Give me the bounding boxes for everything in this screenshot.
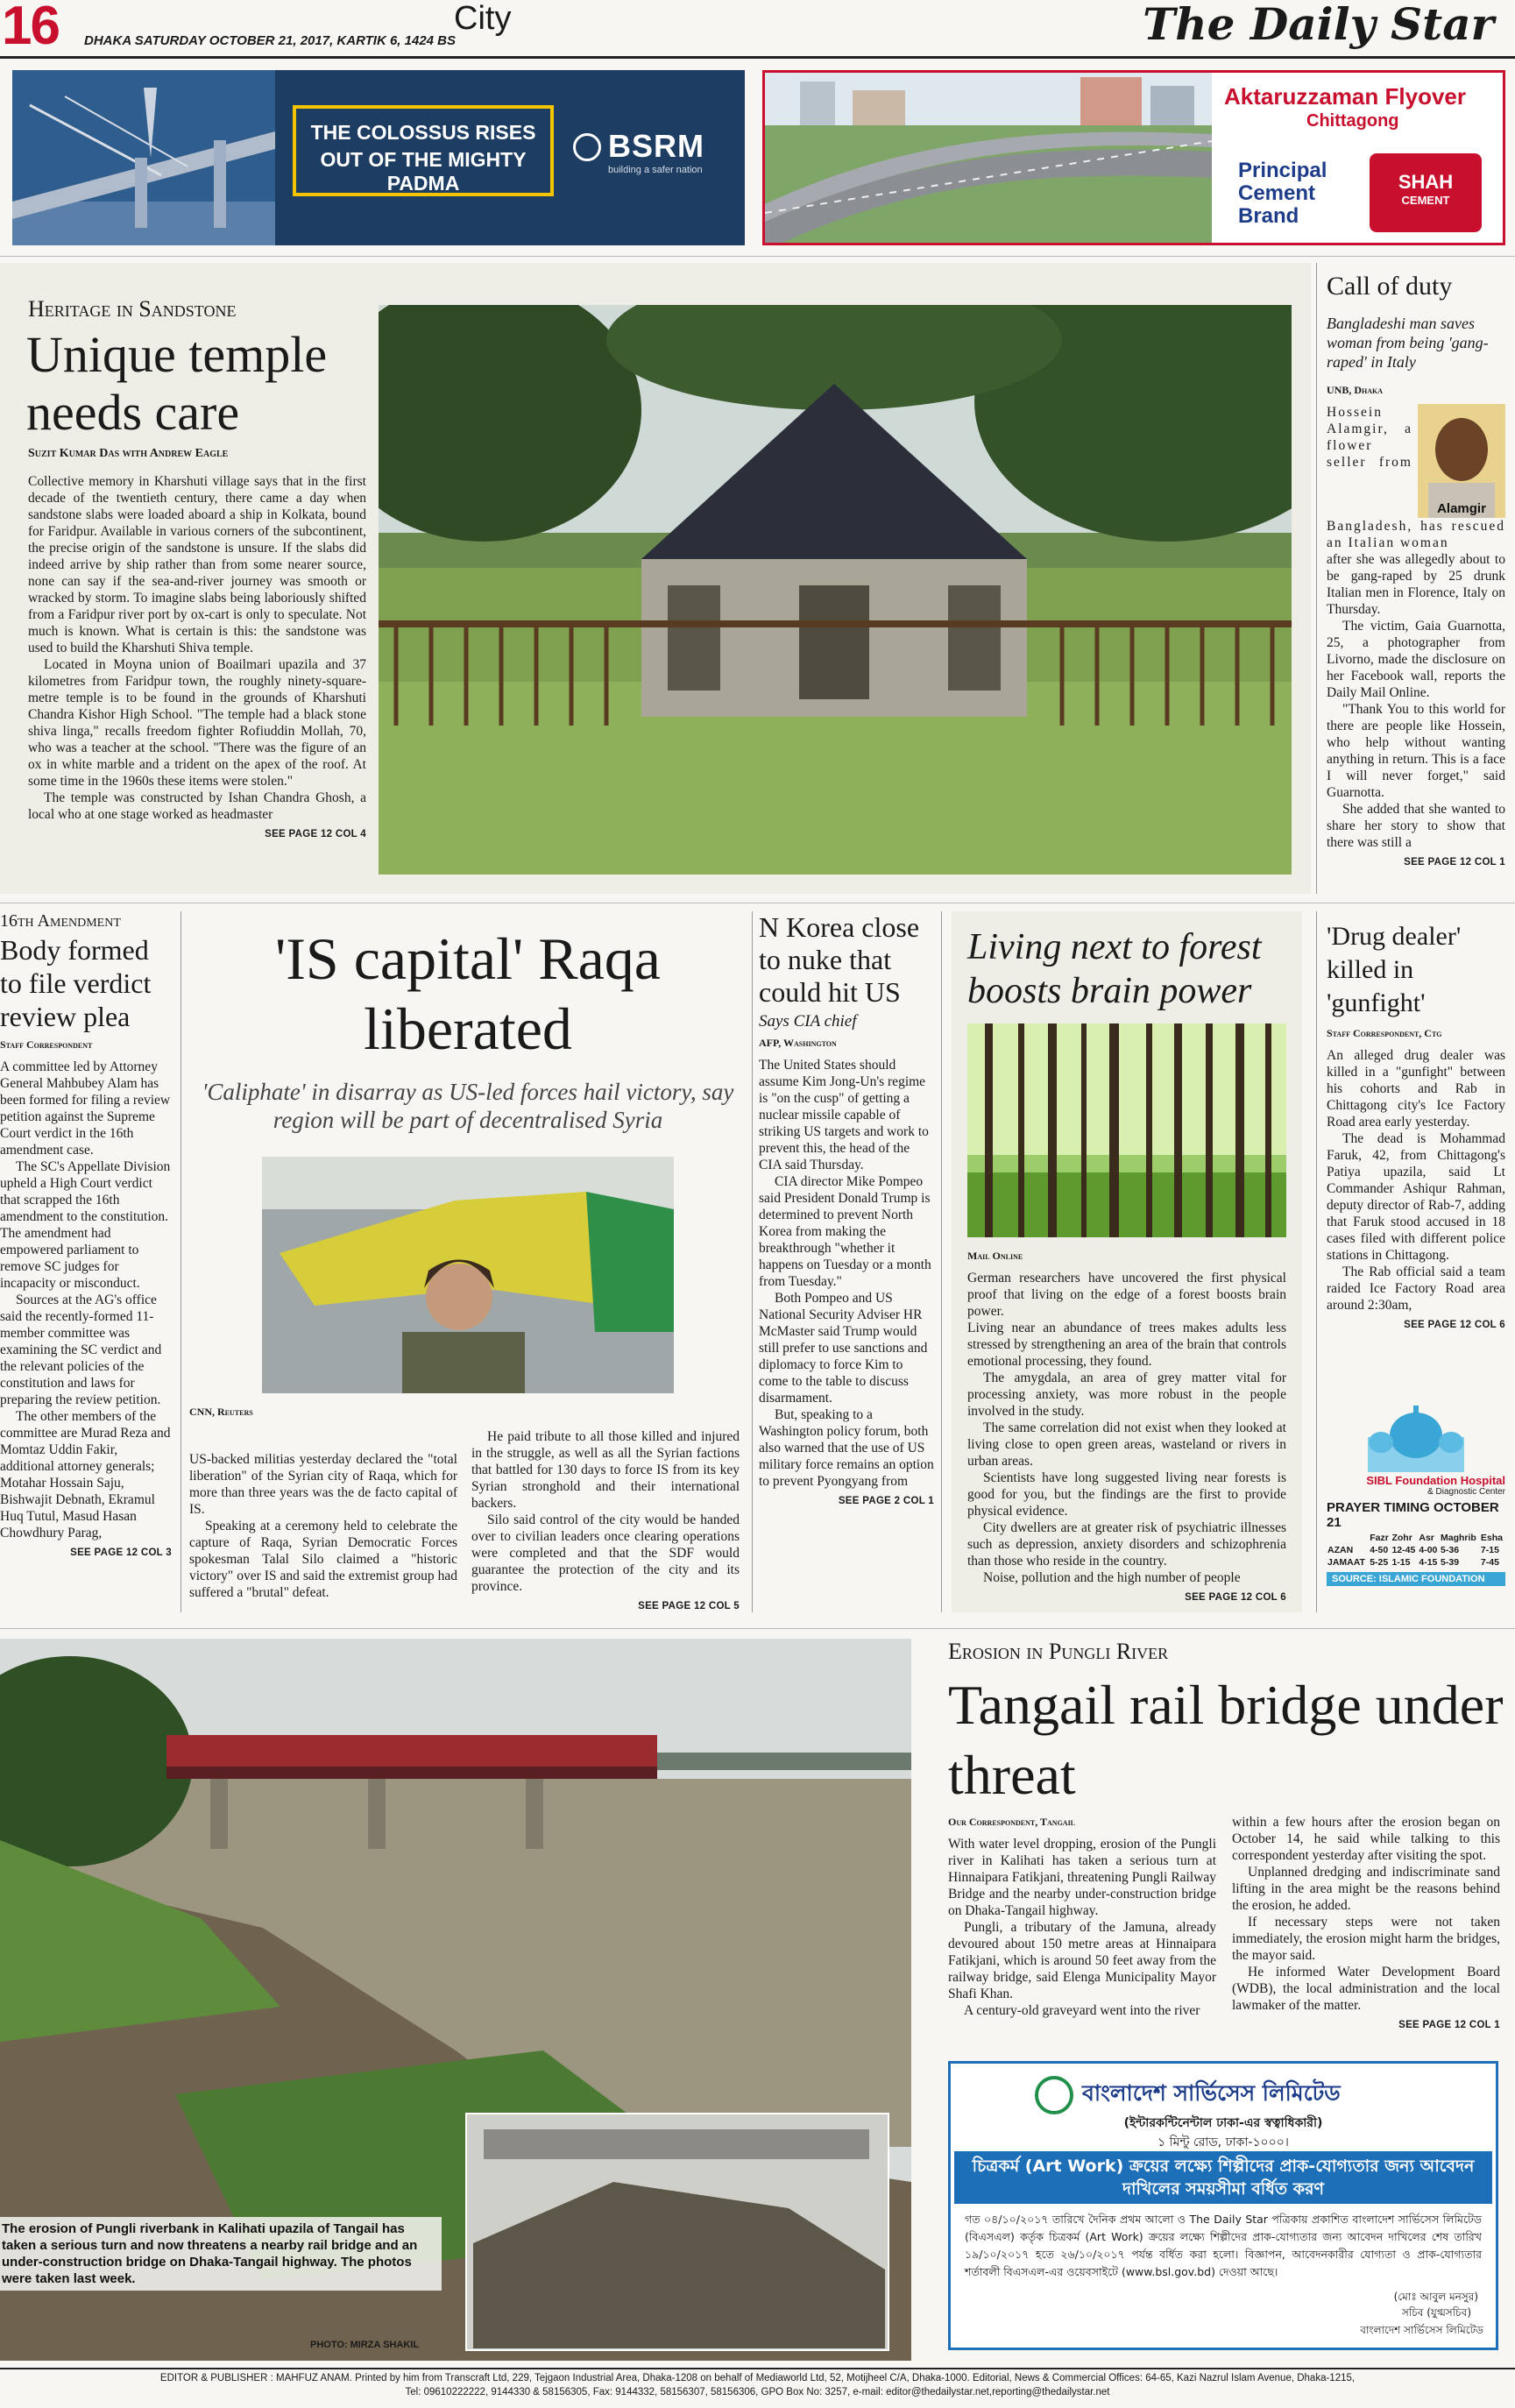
section-title: City [454,0,512,37]
amendment-headline: Body formed to file verdict review plea [0,934,152,1032]
forest-story [952,911,1302,1612]
tangail-kicker: Erosion in Pungli River [948,1639,1169,1664]
prayer-header: Zohr [1391,1533,1412,1543]
shah-cement-ad[interactable] [762,70,1505,245]
tangail-headline: Tangail rail bridge under threat [948,1674,1504,1806]
amendment-story [0,911,172,1612]
drug-paragraph: The dead is Mohammad Faruk, 42, from Chittagong's Patiya upazila, said Lt Commander Ashiqur Rahman, deputy director of Rab-7, adding that Faruk stood accused in 18 cases filed with different police stations in Chittagong. [1327,1131,1505,1263]
forest-paragraph: German researchers have uncovered the first physical proof that living on the edge of a forest boosts brain power. [967,1271,1286,1319]
temple-story [0,263,1311,894]
korea-body [759,1057,934,1510]
footer-rule [0,2368,1515,2369]
raqa-paragraph: Silo said control of the city would be handed over to civilian leaders once clearing operations were completed and that the SDF would guarantee the protection of the city and its province. [471,1512,740,1594]
duty-wrap-text: Hossein Alamgir, a flower seller from Bangladesh, has rescued an Italian woman [1327,405,1505,550]
temple-photo [379,305,1292,875]
imprint-line-2: Tel: 09610222222, 9144330 & 58156305, Fax: 9144332, 58156307, 58156306, GPO Box No: 3257, e-mail: editor@thedailystar.net,reporting@thedailystar.net [405,2387,1110,2397]
drug-headline: 'Drug dealer' killed in 'gunfight' [1327,922,1462,1017]
imprint-line-1: EDITOR & PUBLISHER : MAHFUZ ANAM. Printed by him from Transcraft Ltd, 229, Tejgaon Industrial Area, Dhaka-1208 on behalf of Mediaworld Ltd, 52, Motijheel C/A, Dhaka-1000. Editorial, News & Commercial Offices: 64-65, Kazi Nazrul Islam Avenue, Dhaka-1215, [159,2373,1356,2383]
korea-paragraph: Both Pompeo and US National Security Adviser HR McMaster said Trump would still prefer to use sanctions and diplomacy to force Kim to come to the table to discuss disarmament. [759,1291,928,1406]
forest-see-more[interactable]: SEE PAGE 12 COL 6 [1185,1592,1286,1603]
prayer-box [1327,1402,1505,1612]
amendment-kicker: 16th Amendment [0,911,121,931]
tangail-paragraph: within a few hours after the erosion began on October 14, he said while talking to this correspondent yesterday after visiting the spot. [1232,1815,1500,1863]
temple-byline: Suzit Kumar Das with Andrew Eagle [28,447,229,460]
amendment-paragraph: The SC's Appellate Division upheld a High Court verdict that scrapped the 16th amendment to the constitution. The amendment had empowered parliament to remove SC judges for incapacity or misconduct. [0,1159,171,1291]
raqa-paragraph: Speaking at a ceremony held to celebrate the capture of Raqa, Syrian Democratic Forces spokesman Talal Silo claimed a "historic victory" over IS and said the extremist group had suffered a "brutal" defeat. [189,1519,457,1600]
temple-body [28,473,366,843]
korea-paragraph: The United States should assume Kim Jong-Un's regime is "on the cusp" of getting a nuclear missile capable of striking US targets and work to prevent this, the head of the CIA said Thursday. [759,1058,929,1172]
temple-headline: Unique temple needs care [26,326,328,441]
page-header [0,0,1515,58]
masthead: The Daily Star [1143,0,1494,50]
korea-headline: N Korea close to nuke that could hit US [759,911,920,1008]
alamgir-caption: Alamgir [1437,501,1486,516]
prayer-time: 5-36 [1441,1545,1460,1555]
forest-paragraph: The amygdala, an area of grey matter vital for processing anxiety, was more robust in the people involved in the study. [967,1370,1286,1419]
bsrm-ad[interactable] [12,70,745,245]
forest-paragraph: Living near an abundance of trees makes adults less stressed by strengthening an area of the brain that controls emotional processing, they found. [967,1321,1286,1369]
prayer-sponsor-sub: & Diagnostic Center [1427,1487,1505,1497]
duty-body [1327,551,1505,871]
amendment-body [0,1059,172,1562]
bsl-sub-1: (ইন্টারকন্টিনেন্টাল ঢাকা-এর স্বত্বাধিকারী) [1123,2116,1323,2130]
amendment-paragraph: The other members of the committee are Murad Reza and Momtaz Uddin Fakir, additional attorney generals; Motahar Hossain Saju, Bishwajit Debnath, Ekramul Huq Tutul, Masud Hasan Chowdhury Parag, [0,1409,171,1540]
drug-story [1327,920,1505,1385]
raqa-headline: 'IS capital' Raqa liberated [275,925,661,1062]
tangail-paragraph: With water level dropping, erosion of the Pungli river in Kalihati has taken a serious turn at Hinnaipara Fatikjani, threatening Pungli Railway Bridge and the nearby under-construction bridge on Dhaka-Tangail highway. [948,1837,1216,1918]
mid-rule-2 [0,1628,1515,1629]
bsl-sign-3: বাংলাদেশ সার্ভিসেস লিমিটেড [1360,2324,1483,2336]
tangail-story [948,1639,1505,2042]
bsrm-line-2: OUT OF THE MIGHTY PADMA [320,148,527,195]
raqa-col-2 [471,1428,740,1615]
prayer-source: SOURCE: ISLAMIC FOUNDATION [1327,1572,1505,1586]
temple-kicker: Heritage in Sandstone [28,296,237,322]
bsl-sign-2: সচিব (যুগ্মসচিব) [1401,2306,1471,2319]
prayer-time: 7-15 [1480,1545,1499,1555]
prayer-row [1327,1544,1505,1556]
drug-paragraph: An alleged drug dealer was killed in a "gunfight" between his cohorts and Rab in Chittagong city's Ice Factory Road area early yesterday. [1327,1048,1505,1130]
flyover-illustration [765,73,1212,243]
shah-brand-line-3: Brand [1238,204,1299,228]
pungli-credit: PHOTO: MIRZA SHAKIL [310,2340,420,2350]
bsrm-line-1: THE COLOSSUS RISES [310,121,536,144]
korea-paragraph: But, speaking to a Washington policy forum, both also warned that the use of US military force remains an option to prevent Pyongyang from [759,1407,934,1489]
prayer-time: 12-45 [1391,1545,1416,1555]
duty-see-more[interactable]: SEE PAGE 12 COL 1 [1404,857,1505,868]
bsl-ad[interactable] [948,2061,1498,2350]
duty-headline: Call of duty [1327,272,1453,301]
korea-story [759,911,934,1612]
bsrm-tagline-box [293,105,554,196]
raqa-see-more[interactable]: SEE PAGE 12 COL 5 [638,1601,740,1611]
duty-story [1327,263,1505,894]
raqa-divider [752,911,753,1612]
forest-paragraph: Noise, pollution and the high number of people [983,1570,1241,1585]
prayer-time: 5-39 [1441,1557,1460,1568]
forest-paragraph: The same correlation did not exist when they looked at living close to open green areas, wasteland or rivers in urban areas. [967,1420,1286,1469]
shah-logo-sub: CEMENT [1401,194,1450,207]
page-number: 16 [2,0,59,56]
raqa-paragraph: US-backed militias yesterday declared the "total liberation" of the Syrian city of Raqa, which for more than three years was the de facto capital of IS. [189,1452,457,1517]
mosque-icon [1359,1402,1473,1472]
prayer-header: Asr [1419,1533,1434,1543]
shah-brand-line-1: Principal [1238,159,1327,182]
drug-body [1327,1047,1505,1334]
bsl-sign-1: (মোঃ আবুল মনসুর) [1393,2291,1478,2303]
duty-paragraph: after she was allegedly about to be gang-raped by 25 drunk Italian men in Florence, Italy on Thursday. [1327,552,1505,617]
prayer-header: Fazr [1370,1533,1389,1543]
korea-see-more[interactable]: SEE PAGE 2 COL 1 [838,1496,934,1506]
prayer-time: 1-15 [1391,1557,1411,1568]
duty-paragraph: "Thank You to this world for there are people like Hossein, who help without wanting anything in return. This is a face I will never forget," said Guarnotta. [1327,702,1505,800]
forest-byline: Mail Online [967,1250,1023,1262]
prayer-header-blank [1327,1532,1369,1544]
raqa-paragraph: He paid tribute to all those killed and injured in the struggle, as well as all the Syrian factions that battled for 130 days to force IS from its key Syrian stronghold and their international backers. [471,1429,740,1511]
amendment-paragraph: A committee led by Attorney General Mahbubey Alam has been formed for filing a review petition against the Supreme Court verdict in the 16th amendment case. [0,1059,171,1158]
prayer-header-row [1327,1532,1505,1544]
temple-paragraph: The temple was constructed by Ishan Chandra Ghosh, a local who at one stage worked as headmaster [28,790,366,822]
prayer-header: Maghrib [1441,1533,1476,1543]
bsl-sub-2: ১ মিন্টু রোড, ঢাকা-১০০০। [1157,2135,1289,2149]
prayer-time: 4-00 [1419,1545,1438,1555]
prayer-time: 4-15 [1419,1557,1438,1568]
prayer-time: 4-50 [1370,1545,1389,1555]
bsl-body: গত ০৪/১০/২০১৭ তারিখে দৈনিক প্রথম আলো ও The Daily Star পত্রিকায় প্রকাশিত বাংলাদেশ সার্ভিসেস লিমিটেড (বিএসএল) কর্তৃক চিত্রকর্ম (Art Work) ক্রয়ের লক্ষ্যে শিল্পীদের প্রাক-যোগ্যতার জন্য আবেদন দাখিলের শেষ তারিখ ১৯/১০/২০১৭ হতে ২৬/১০/২০১৭ পর্যন্ত বর্ধিত করা হলো। বিজ্ঞাপন, আবেদনকারীর যোগ্যতা ও প্রাক-যোগ্যতার শর্তাবলী বিএসএল-এর ওয়েবসাইটে (www.bsl.gov.bd) দেওয়া আছে। [965,2213,1482,2278]
shah-title: Aktaruzzaman Flyover [1224,83,1466,110]
duty-paragraph: The victim, Gaia Guarnotta, 25, a photographer from Livorno, made the disclosure on her Facebook wall, reports the Daily Mail Online. [1327,619,1505,700]
prayer-table [1327,1532,1505,1569]
pungli-caption: The erosion of Pungli riverbank in Kalihati upazila of Tangail has taken a serious turn and now threatens a nearby rail bridge and an under-construction bridge on Dhaka-Tangail highway. The photos were taken last week. [0,2217,442,2291]
forest-divider [1316,911,1317,1612]
amendment-byline: Staff Correspondent [0,1038,93,1051]
prayer-time: 5-25 [1370,1557,1389,1568]
shah-logo-text: SHAH [1398,171,1454,193]
ads-bottom-rule [0,256,1515,257]
tangail-see-more[interactable]: SEE PAGE 12 COL 1 [1398,2020,1500,2030]
forest-body [959,1270,1295,1606]
raqa-story [189,911,747,1612]
korea-byline: AFP, Washington [759,1037,837,1049]
raqa-photo [262,1157,674,1393]
amendment-paragraph: Sources at the AG's office said the recently-formed 11-member committee was examining the SC verdict and the relevant policies of the constitution and laws for preparing the review petition. [0,1293,162,1407]
korea-divider [941,911,942,1612]
tangail-paragraph: A century-old graveyard went into the river [964,2003,1200,2018]
bsrm-logo-icon [573,133,601,161]
tangail-paragraph: If necessary steps were not taken immediately, the erosion might harm the bridges, the mayor said. [1232,1915,1500,1963]
drug-byline: Staff Correspondent, Ctg [1327,1027,1442,1039]
tangail-col-1 [948,1814,1216,2019]
alamgir-photo [1418,404,1505,518]
duty-paragraph: She added that she wanted to share her story to show that there was still a [1327,802,1505,850]
duty-deck: Bangladeshi man saves woman from being 'gang-raped' in Italy [1327,315,1489,371]
shah-brand-line-2: Cement [1238,181,1316,205]
shah-logo [1370,153,1482,232]
forest-headline: Living next to forest boosts brain power [967,927,1262,1011]
dateline: DHAKA SATURDAY OCTOBER 21, 2017, KARTIK 6, 1424 BS [84,33,457,48]
tangail-col-2 [1232,1814,1500,2034]
header-rule [0,56,1515,59]
forest-paragraph: Scientists have long suggested living near forests is good for you, but the findings are the first to provide physical evidence. [967,1470,1286,1519]
temple-duty-divider [1316,263,1317,894]
prayer-title: PRAYER TIMING OCTOBER 21 [1327,1500,1499,1530]
bsrm-logo-tagline: building a safer nation [608,165,703,175]
korea-paragraph: CIA director Mike Pompeo said President Donald Trump is determined to prevent North Korea from making the breakthrough "whether it happens on Tuesday or a month from Tuesday." [759,1174,931,1289]
amendment-see-more[interactable]: SEE PAGE 12 COL 3 [70,1547,172,1558]
prayer-header: Esha [1480,1533,1504,1543]
forest-photo [967,1023,1286,1237]
temple-paragraph: Collective memory in Kharshuti village says that in the first decade of the twentieth century, there came a day when sandstone slabs were loaded aboard a ship in Kolkata, bound for Faridpur. Available in various corners of the subcontinent, the precise origin of the sandstone is unsure. If the slabs did indeed arrive by ship rather than from some nearer source, none can say if the sea-and-river journey was smooth or wracked by storm. To imagine slabs being laboriously shifted from a Faridpur river port by ox-cart is only to speculate. Not much is known. What is certain is this: the sandstone was used to build the Kharshuti Shiva temple. [28,474,366,655]
drug-paragraph: The Rab official said a team raided Ice Factory Road area around 2:30am, [1327,1264,1505,1313]
shah-subtitle: Chittagong [1306,111,1399,131]
tangail-paragraph: He informed Water Development Board (WDB), the local administration and the local lawmaker of the matter. [1232,1965,1500,2013]
korea-deck: Says CIA chief [759,1012,857,1030]
prayer-row [1327,1556,1505,1569]
raqa-col-1 [189,1451,457,1601]
temple-see-more[interactable]: SEE PAGE 12 COL 4 [265,829,366,839]
prayer-row-label: JAMAAT [1327,1557,1365,1568]
duty-byline: UNB, Dhaka [1327,384,1384,396]
prayer-time: 7-45 [1480,1557,1499,1568]
prayer-sponsor: SIBL Foundation Hospital [1366,1474,1505,1487]
prayer-row-label: AZAN [1327,1545,1354,1555]
temple-paragraph: Located in Moyna union of Boailmari upazila and 37 kilometres from Faridpur town, the roughly ninety-square-metre temple is to be found in the grounds of Kharshuti Chandra Kishor High School. "The temple had a black stone shiva linga," recalls freedom fighter Rofiuddin Mollah, 70, who was a teacher at the school. "There was the figure of an ox in white marble and a trident on the apex of the roof. At some time in the 1960s these items were stolen." [28,657,366,789]
drug-see-more[interactable]: SEE PAGE 12 COL 6 [1404,1320,1505,1330]
bridge-illustration [12,70,275,245]
bsrm-logo: BSRM [608,128,704,164]
bsl-title: বাংলাদেশ সার্ভিসেস লিমিটেড [1082,2080,1341,2106]
bsl-banner: চিত্রকর্ম (Art Work) ক্রয়ের লক্ষ্যে শিল্পীদের প্রাক-যোগ্যতার জন্য আবেদন দাখিলের সময়সীমা বর্ধিত করণ [954,2151,1492,2204]
bsl-logo [1035,2076,1073,2114]
tangail-byline: Our Correspondent, Tangail [948,1816,1076,1828]
raqa-deck: 'Caliphate' in disarray as US-led forces hail victory, say region will be part of decentralised Syria [202,1079,734,1133]
tangail-paragraph: Unplanned dredging and indiscriminate sand lifting in the area might be the reasons behind the erosion, he added. [1232,1865,1500,1913]
tangail-paragraph: Pungli, a tributary of the Jamuna, already devoured about 150 metre areas at Hinnaipara Fatikjani, which is around 50 feet away from the railway bridge, said Elenga Municipality Mayor Shafi Khan. [948,1920,1216,2001]
raqa-byline: CNN, Reuters [189,1406,253,1418]
forest-paragraph: City dwellers are at greater risk of psychiatric illnesses such as depression, anxiety disorders and schizophrenia than those who reside in the country. [967,1520,1286,1569]
pungli-photo-block [0,1639,911,2361]
